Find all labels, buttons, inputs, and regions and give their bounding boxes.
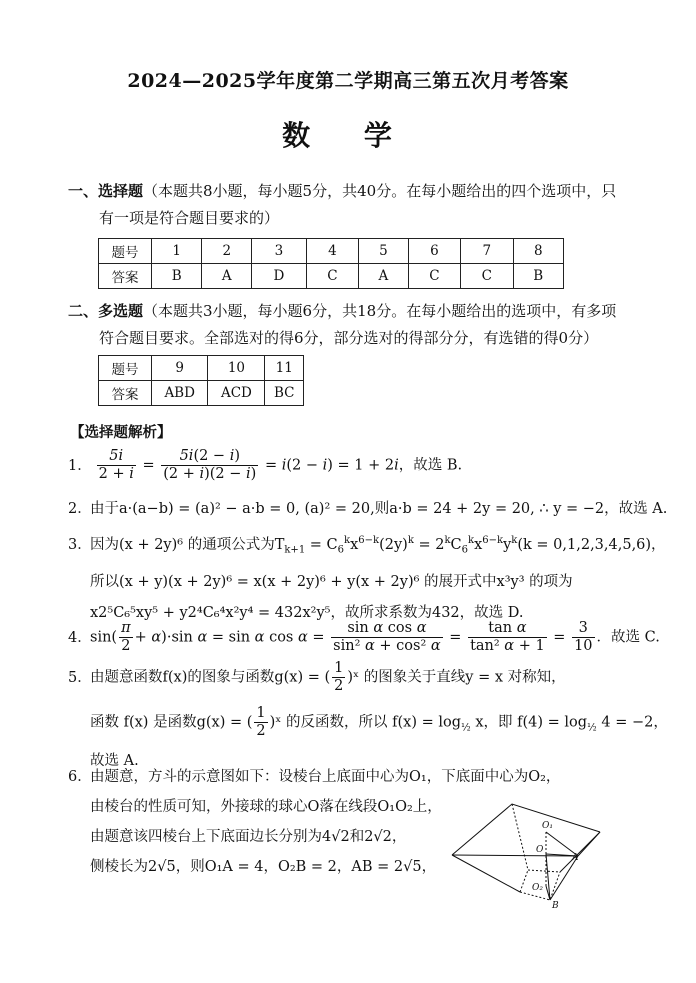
table-header-cell: 题号 xyxy=(99,239,152,264)
item-text: )ˣ 的反函数，所以 f(x) = log xyxy=(269,714,462,731)
table-cell: ACD xyxy=(208,381,265,406)
section-multi-label: 二、多选题 xyxy=(68,302,144,320)
multi-answer-table xyxy=(98,355,304,406)
choice-answer-table xyxy=(98,238,564,289)
analysis-item-1: 1． $\frac{5i}{2 + i}$ = $\frac{5i(2 - i)}{(2 + i)(2 - i)}$ = i(2 − i) = 1 + 2i，故选 B. xyxy=(68,448,463,482)
item-tail: ，故选 A. xyxy=(604,501,668,517)
table-cell: 1 xyxy=(152,239,202,264)
table-cell: 5 xyxy=(359,239,409,264)
fraction: $\frac{3}{10}$ xyxy=(574,620,593,654)
item-number: 5． xyxy=(68,669,92,686)
table-cell: D xyxy=(252,264,307,289)
analysis-item-5: 5．由题意函数f(x)的图象与函数g(x) = ( $\frac{1}{2}$ )ˣ 的图象关于直线y = x 对称知， 函数 f(x) 是函数g(x) = ( $\frac{1}{2}$ )ˣ 的反函数，所以 $f(x) = \log_{\frac{1}{2}} x$，即 $f(4) = \log_{\frac{1}{2}} 4 = -2$， 故选 A. xyxy=(68,660,648,772)
fraction: $\frac{5i(2 - i)}{(2 + i)(2 - i)}$ xyxy=(163,448,257,482)
label-o2: O₂ xyxy=(532,883,543,893)
section-choice-label: 一、选择题 xyxy=(68,182,144,200)
section-multi-heading xyxy=(68,298,640,352)
table-header-cell: 答案 xyxy=(99,264,152,289)
table-cell: 3 xyxy=(252,239,307,264)
table-row xyxy=(99,381,304,406)
item-text: 函数 f(x) 是函数g(x) = ( xyxy=(90,714,253,731)
label-o: O xyxy=(536,845,544,855)
label-a: A xyxy=(572,853,579,863)
analysis-item-4: 4．sin( $\frac{\pi}{2}$ + α)·sin α = sin α cos α = $\frac{\text{sin α cos α}}{\text{sin² α + cos² α}}$ = $\frac{\text{tan α}}{\text{tan² α + 1}}$ = $\frac{3}{10}$ ．故选 C. xyxy=(68,620,660,654)
section-choice-desc-2: 有一项是符合题目要求的） xyxy=(99,209,280,227)
item-text: 由棱台的性质可知，外接球的球心O落在线段O₁O₂上， xyxy=(90,799,442,815)
table-row xyxy=(99,356,304,381)
item-text: 由题意函数f(x)的图象与函数g(x) = ( xyxy=(90,669,331,686)
table-cell: BC xyxy=(265,381,304,406)
section-choice-desc-1: （本题共8小题，每小题5分，共40分。在每小题给出的四个选项中，只 xyxy=(143,182,617,200)
item-text: 由题意该四棱台上下底面边长分别为4√2和2√2， xyxy=(90,829,407,845)
table-row xyxy=(99,264,564,289)
fraction: $\frac{\text{sin α cos α}}{\text{sin² α + cos² α}}$ xyxy=(333,620,441,654)
table-cell: 4 xyxy=(306,239,358,264)
item-text: 所以(x + y)(x + 2y)⁶ = x(x + 2y)⁶ + y(x + 2y)⁶ 的展开式中x³y³ 的项为 xyxy=(90,573,573,590)
analysis-item-2 xyxy=(68,498,668,520)
item-text: 侧棱长为2√5，则O₁A = 4，O₂B = 2，AB = 2√5， xyxy=(90,859,437,875)
item-text: = C xyxy=(309,536,338,553)
page-title: 2024—2025学年度第二学期高三第五次月考答案 xyxy=(127,70,569,92)
item-text: )ˣ 的图象关于直线y = x 对称知， xyxy=(347,669,566,686)
table-cell: C xyxy=(306,264,358,289)
item-tail: ，故选 B. xyxy=(398,457,463,474)
table-cell: 11 xyxy=(265,356,304,381)
item-text: 由于a·(a−b) = (a)² − a·b = 0, (a)² = 20,则a·b = 24 + 2y = 20, ∴ y = −2 xyxy=(90,501,605,517)
item-text: 由题意，方斗的示意图如下：设棱台上底面中心为O₁，下底面中心为O₂， xyxy=(90,769,561,785)
item-number: 1． xyxy=(68,457,92,474)
table-cell: 9 xyxy=(152,356,208,381)
table-cell: 8 xyxy=(513,239,563,264)
table-header-cell: 答案 xyxy=(99,381,152,406)
table-cell: ABD xyxy=(152,381,208,406)
fraction: $\frac{\text{tan α}}{\text{tan² α + 1}}$ xyxy=(470,620,545,654)
frustum-figure xyxy=(450,800,602,910)
table-cell: 7 xyxy=(461,239,513,264)
table-header-cell: 题号 xyxy=(99,356,152,381)
item-tail: ．故选 C. xyxy=(596,629,660,646)
section-choice-heading xyxy=(68,178,640,232)
section-multi-desc-1: （本题共3小题，每小题6分，共18分。在每小题给出的选项中，有多项 xyxy=(143,302,617,320)
table-cell: 2 xyxy=(202,239,252,264)
table-cell: C xyxy=(461,264,513,289)
item-number: 2． xyxy=(68,501,92,517)
table-cell: 6 xyxy=(408,239,460,264)
label-o1: O₁ xyxy=(542,821,553,831)
item-text: 故选 A. xyxy=(90,753,139,769)
item-text: x，即 f(4) = log xyxy=(475,714,588,731)
fraction: $\frac{5i}{2 + i}$ xyxy=(98,448,134,482)
item-text: 4 = −2， xyxy=(601,714,668,731)
analysis-item-3: 3．因为(x + 2y)⁶ 的通项公式为$T_{k+1} = C_6^kx^{6-k}(2y)^k = 2^kC_6^kx^{6-k}y^k(k = 0,1,2,3,4,5,6)$， 所以(x + y)(x + 2y)⁶ = x(x + 2y)⁶ + y(x + 2y)⁶ 的展开式中x³y³ 的项为 x2⁵C₆⁵xy⁵ + y2⁴C₆⁴x²y⁴ = 432x²y⁵，故所求系数为432，故选 D. xyxy=(68,535,666,621)
table-cell: C xyxy=(408,264,460,289)
item-tail: ，故所求系数为432，故选 D. xyxy=(330,604,524,621)
item-text: 因为(x + 2y)⁶ 的通项公式为T xyxy=(90,536,285,553)
table-cell: B xyxy=(513,264,563,289)
label-b: B xyxy=(552,901,559,910)
table-row xyxy=(99,239,564,264)
analysis-heading: 【选择题解析】 xyxy=(70,424,172,441)
subject-title: 数 学 xyxy=(282,119,414,152)
item-number: 3． xyxy=(68,536,92,553)
table-cell: A xyxy=(359,264,409,289)
item-number: 4． xyxy=(68,629,92,646)
item-text: x2⁵C₆⁵xy⁵ + y2⁴C₆⁴x²y⁴ = 432x²y⁵ xyxy=(90,604,331,621)
table-cell: B xyxy=(152,264,202,289)
table-cell: 10 xyxy=(208,356,265,381)
item-number: 6． xyxy=(68,769,92,785)
section-multi-desc-2: 符合题目要求。全部选对的得6分，部分选对的得部分分，有选错的得0分） xyxy=(99,329,599,347)
table-cell: A xyxy=(202,264,252,289)
item-text: (k = 0,1,2,3,4,5,6)， xyxy=(517,536,666,553)
